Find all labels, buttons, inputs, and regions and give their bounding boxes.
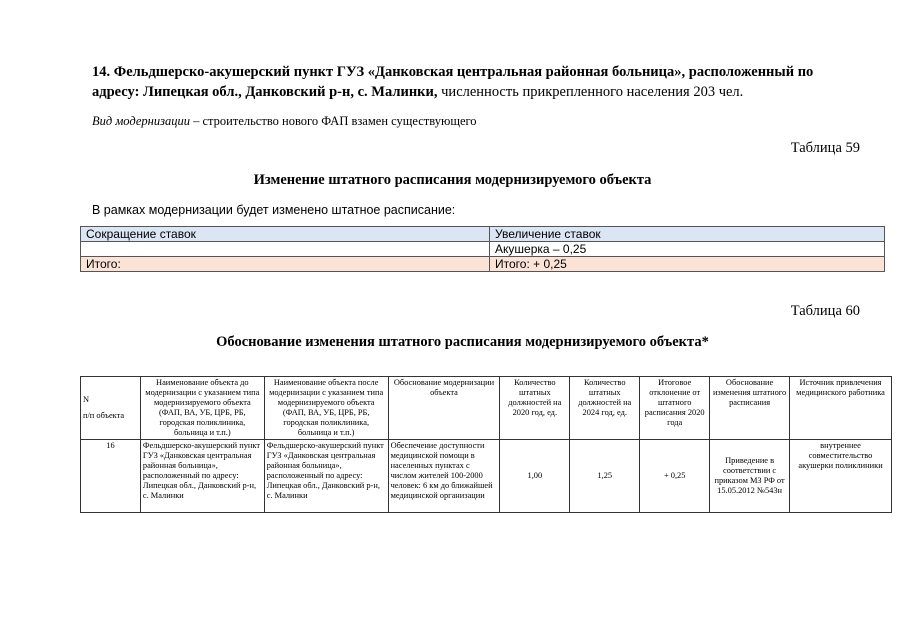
count-2020-cell: 1,00 <box>500 440 570 513</box>
table-header-row <box>81 377 892 440</box>
reason-cell: Приведение в соответствии с приказом МЗ РФ от 15.05.2012 №543н <box>710 440 790 513</box>
after-cell: Фельдшерско-акушерский пункт ГУЗ «Данковская центральная районная больница», расположенный по адресу: Липецкая обл., Данковский р-н, с. Малинки <box>264 440 388 513</box>
num-header <box>81 377 141 440</box>
heading-bold-text: 14. Фельдшерско-акушерский пункт ГУЗ «Данковская центральная районная больница», расположенный по адресу: Липецкая обл., Данковский р-н, с. Малинки, <box>92 64 814 100</box>
heading-population-text: численность прикрепленного населения 203 чел. <box>437 84 744 100</box>
table-60-caption: Таблица 60 <box>790 303 860 319</box>
staff-justification-table <box>80 376 892 513</box>
num-header-line2: п/п объекта <box>83 411 125 420</box>
modernization-line <box>92 114 477 129</box>
deviation-header: Итоговое отклонение от штатного расписания 2020 года <box>640 377 710 440</box>
num-header-line1: N <box>83 395 90 404</box>
table-59-title: Изменение штатного расписания модернизируемого объекта <box>253 172 652 188</box>
table-60-title: Обоснование изменения штатного расписания модернизируемого объекта* <box>216 334 709 350</box>
before-header: Наименование объекта до модернизации с указанием типа модернизируемого объекта (ФАП, ВА, УБ, ЦРБ, РБ, городская поликлиника, больница и т.п.) <box>140 377 264 440</box>
source-cell: внутреннее совместительство акушерки поликлиники <box>790 440 892 513</box>
increase-header: Увеличение ставок <box>490 227 885 242</box>
justification-cell: Обеспечение доступности медицинской помощи в населенных пунктах с числом жителей 100-2000 человек: 6 км до ближайшей медицинской организации <box>388 440 500 513</box>
reduction-header: Сокращение ставок <box>81 227 490 242</box>
count-2024-cell: 1,25 <box>570 440 640 513</box>
section-heading <box>92 62 862 102</box>
modernization-text: – строительство нового ФАП взамен существующего <box>190 114 477 128</box>
table-row <box>81 440 892 513</box>
reason-header: Обоснование изменения штатного расписания <box>710 377 790 440</box>
after-header: Наименование объекта после модернизации с указанием типа модернизируемого объекта (ФАП, ВА, УБ, ЦРБ, РБ, городская поликлиника, больница и т.п.) <box>264 377 388 440</box>
count-2020-header: Количество штатных должностей на 2020 год, ед. <box>500 377 570 440</box>
table-header-row <box>81 227 885 242</box>
before-cell: Фельдшерско-акушерский пункт ГУЗ «Данковская центральная районная больница», расположенный по адресу: Липецкая обл., Данковский р-н, с. Малинки <box>140 440 264 513</box>
num-cell: 16 <box>81 440 141 513</box>
table-59-caption: Таблица 59 <box>790 140 860 156</box>
reduction-total: Итого: <box>81 257 490 272</box>
source-header: Источник привлечения медицинского работника <box>790 377 892 440</box>
table-59-intro: В рамках модернизации будет изменено штатное расписание: <box>92 203 456 217</box>
deviation-cell: + 0,25 <box>640 440 710 513</box>
table-total-row <box>81 257 885 272</box>
modernization-label: Вид модернизации <box>92 114 190 128</box>
table-row <box>81 242 885 257</box>
reduction-cell <box>81 242 490 257</box>
count-2024-header: Количество штатных должностей на 2024 год, ед. <box>570 377 640 440</box>
increase-total: Итого: + 0,25 <box>490 257 885 272</box>
increase-cell: Акушерка – 0,25 <box>490 242 885 257</box>
justification-header: Обоснование модернизации объекта <box>388 377 500 440</box>
staff-change-table <box>80 226 885 272</box>
